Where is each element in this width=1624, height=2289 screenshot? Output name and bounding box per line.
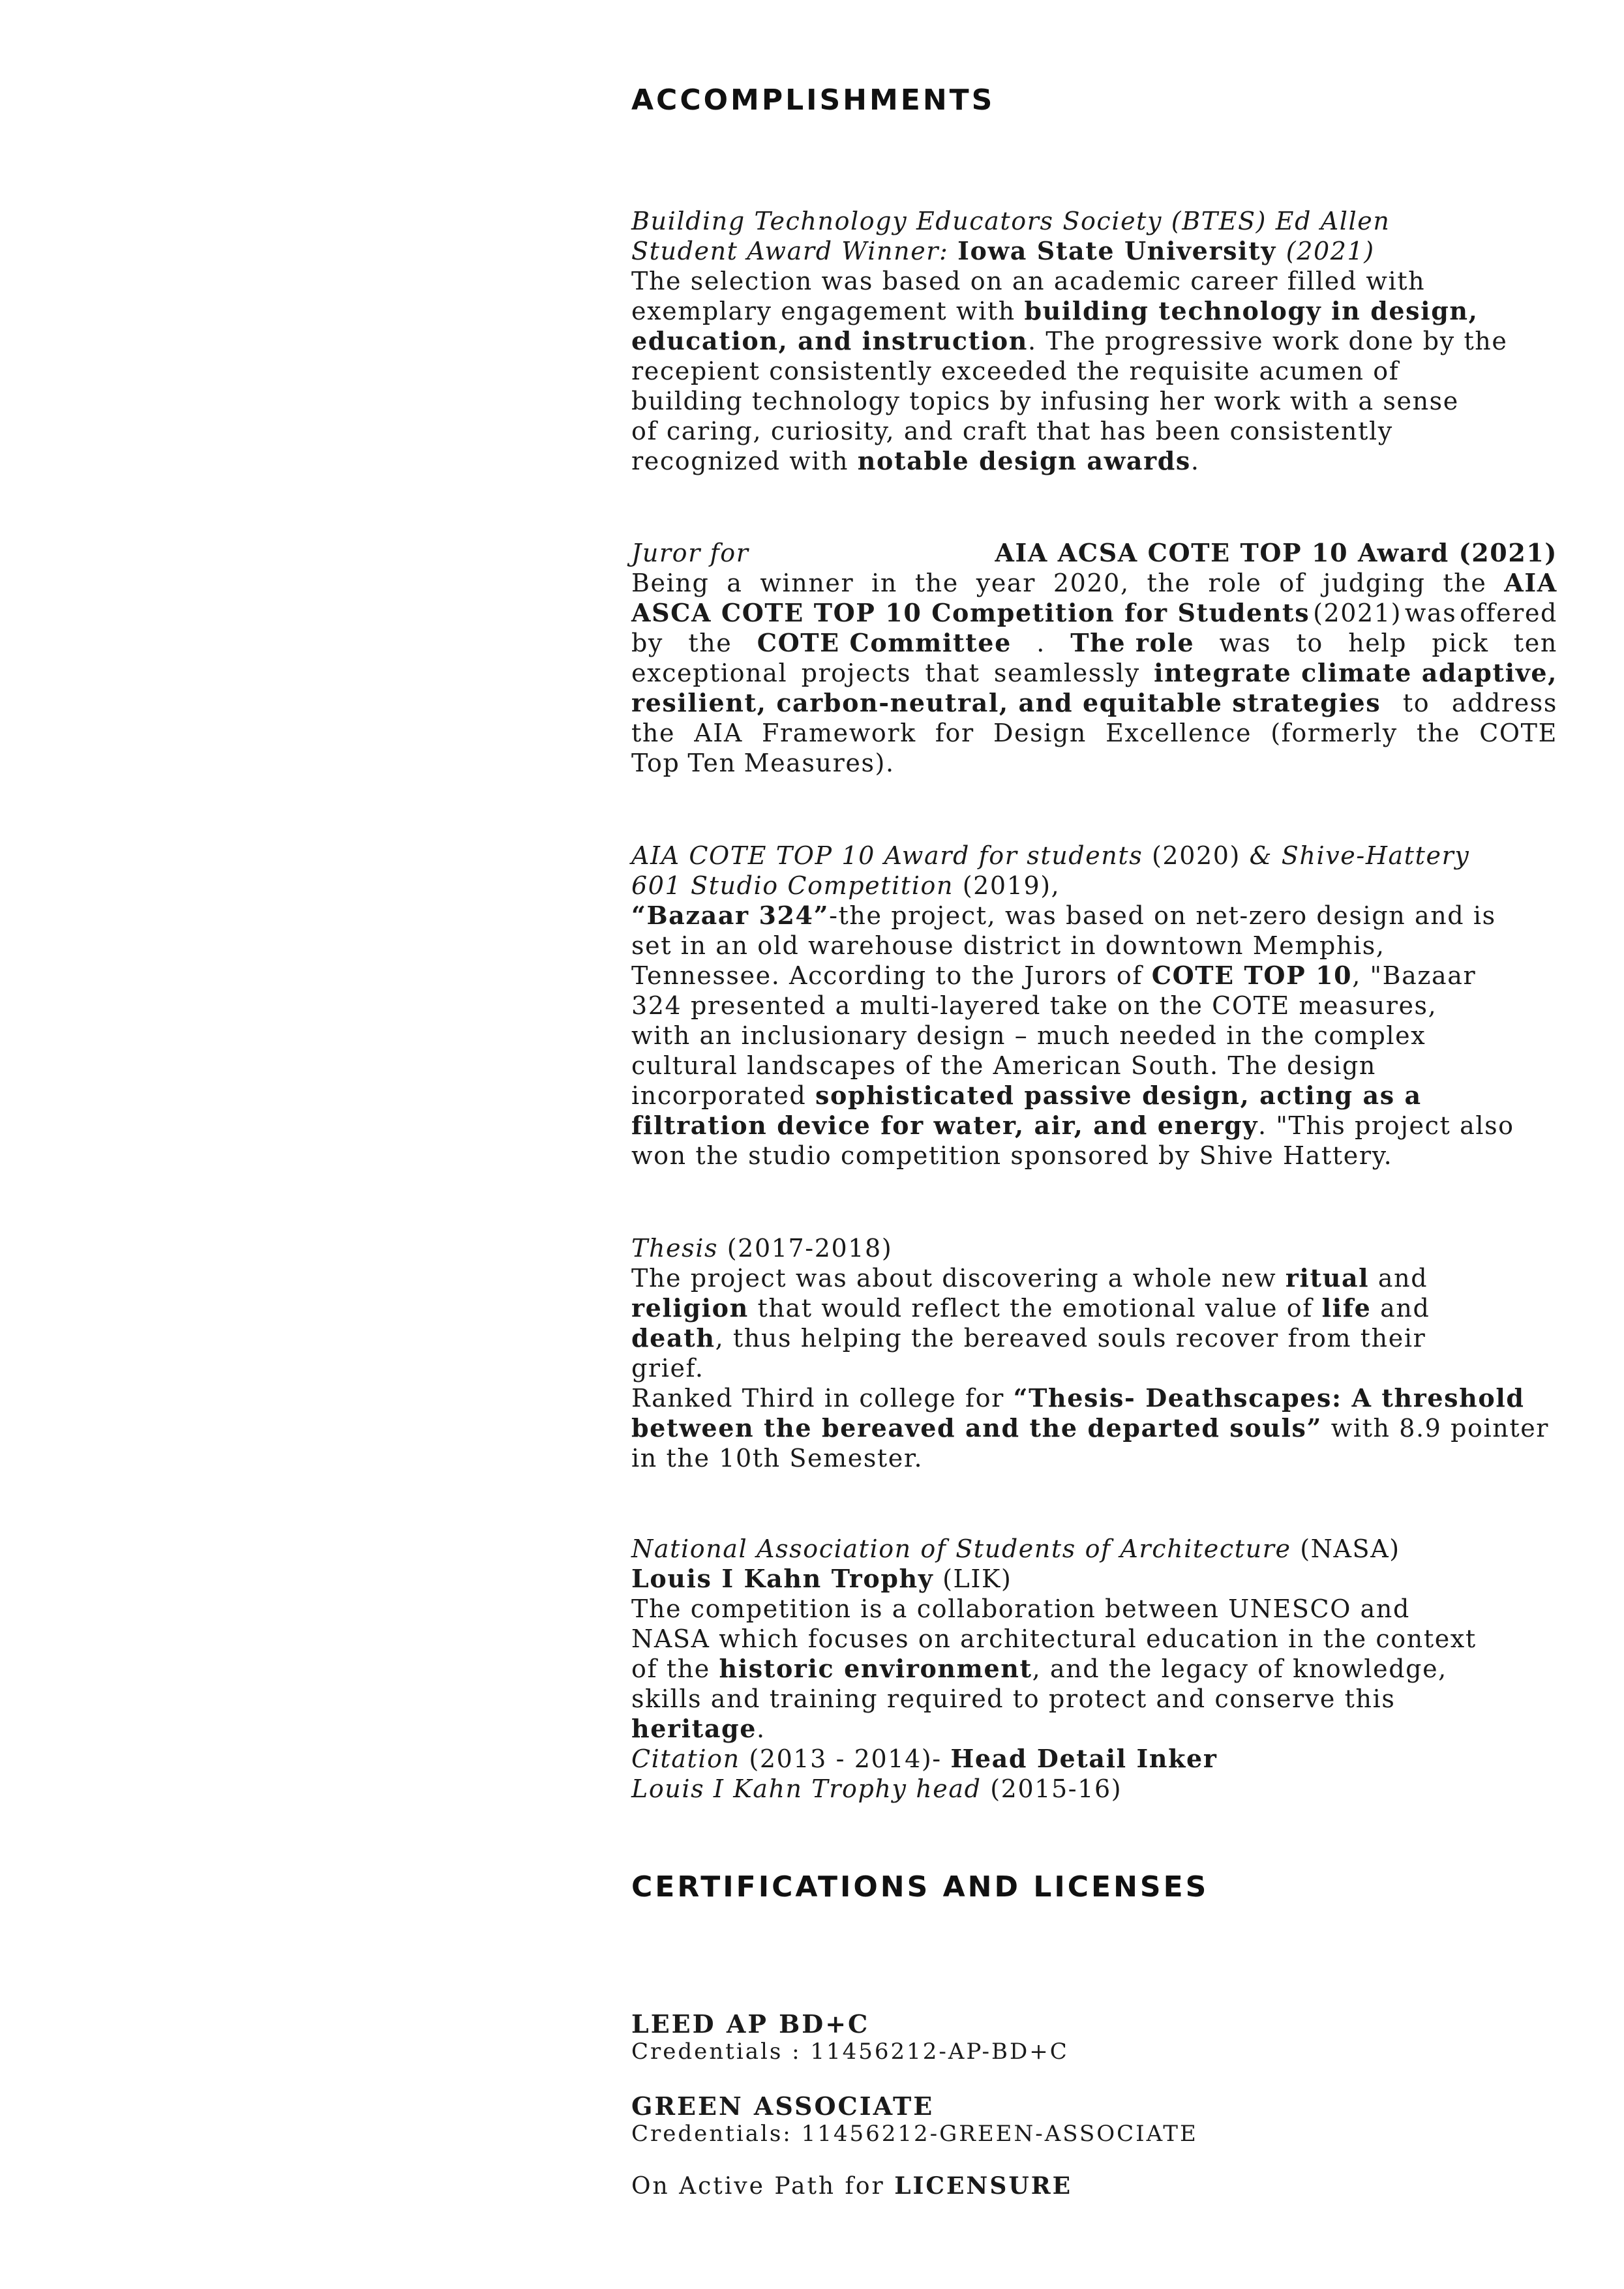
text-run: incorporated bbox=[631, 1081, 815, 1110]
entry-line bbox=[631, 1774, 1557, 1804]
text-run: of bbox=[1279, 569, 1306, 597]
cert-leed-ap bbox=[631, 2010, 1069, 2065]
text-run: . bbox=[756, 1714, 766, 1743]
accomplishment-thesis bbox=[631, 1233, 1557, 1473]
text-run: Excellence bbox=[1105, 719, 1252, 747]
text-run: the bbox=[631, 719, 676, 747]
text-run: was bbox=[1404, 599, 1457, 627]
text-run: year bbox=[976, 569, 1036, 597]
text-run: . The progressive work done by the bbox=[1027, 327, 1508, 355]
entry-line bbox=[631, 961, 1557, 991]
text-run: (NASA) bbox=[1291, 1534, 1400, 1563]
text-run: Framework bbox=[762, 719, 916, 747]
entry-line bbox=[631, 871, 1557, 901]
text-run: set in an old warehouse district in downtown Memphis, bbox=[631, 931, 1385, 960]
text-run: the bbox=[914, 569, 959, 597]
cert-credential: Credentials : 11456212-AP-BD+C bbox=[631, 2039, 1069, 2065]
text-run: NASA which focuses on architectural education in the context bbox=[631, 1624, 1477, 1653]
accomplishment-nasa-lik bbox=[631, 1534, 1557, 1804]
licensure-line bbox=[631, 2172, 1072, 2201]
text-run: cultural landscapes of the American South. The design bbox=[631, 1051, 1376, 1080]
text-run: that would reflect the emotional value of bbox=[748, 1294, 1322, 1323]
bold-run: integrate climate adaptive, bbox=[1154, 658, 1557, 687]
italic-run: (2021) bbox=[1286, 237, 1375, 265]
entry-line bbox=[631, 416, 1557, 446]
licensure-prefix: On Active Path for bbox=[631, 2173, 895, 2200]
bold-run: ASCA COTE TOP 10 Competition for Students bbox=[631, 598, 1310, 627]
italic-run: Louis I Kahn Trophy head bbox=[631, 1774, 982, 1803]
entry-line bbox=[631, 841, 1557, 871]
bold-run: “Thesis- Deathscapes: A threshold bbox=[1013, 1383, 1525, 1413]
cert-title: GREEN ASSOCIATE bbox=[631, 2091, 935, 2121]
entry-line bbox=[631, 446, 1557, 476]
text-run: that bbox=[925, 659, 980, 687]
bold-run: historic environment bbox=[719, 1654, 1032, 1683]
italic-run: 601 Studio Competition bbox=[631, 871, 954, 900]
entry-line bbox=[631, 356, 1557, 386]
bold-run: AIA bbox=[1504, 568, 1557, 597]
bold-run: ritual bbox=[1285, 1263, 1370, 1293]
text-run: , "Bazaar bbox=[1352, 961, 1477, 990]
accomplishment-bazaar-324 bbox=[631, 841, 1557, 1171]
text-run: (formerly bbox=[1271, 719, 1398, 747]
cert-green-associate bbox=[631, 2092, 1198, 2147]
text-run: Tennessee. According to the Jurors of bbox=[631, 961, 1152, 990]
bold-run: COTE TOP 10 bbox=[1151, 961, 1353, 990]
bold-run: The role bbox=[1070, 628, 1195, 657]
entry-line bbox=[631, 748, 1557, 778]
cert-credential: Credentials: 11456212-GREEN-ASSOCIATE bbox=[631, 2121, 1198, 2147]
entry-line bbox=[631, 296, 1557, 326]
entry-line bbox=[631, 931, 1557, 961]
italic-run: Student Award Winner: bbox=[631, 237, 958, 265]
text-run: exceptional bbox=[631, 659, 788, 687]
entry-line bbox=[631, 1263, 1557, 1293]
bold-run: heritage bbox=[631, 1714, 757, 1743]
entry-line bbox=[631, 1293, 1557, 1323]
bold-run: between the bereaved and the departed souls” bbox=[631, 1413, 1323, 1443]
bold-run: notable design awards bbox=[857, 446, 1191, 475]
text-run: address bbox=[1451, 689, 1557, 717]
entry-line bbox=[631, 1413, 1557, 1443]
entry-line bbox=[631, 1564, 1557, 1594]
text-run: to bbox=[1296, 629, 1323, 657]
entry-line bbox=[631, 538, 1557, 568]
entry-line bbox=[631, 1353, 1557, 1383]
text-run: Ten bbox=[687, 749, 736, 777]
licensure-emphasis: LICENSURE bbox=[894, 2172, 1073, 2200]
text-run: (2019), bbox=[954, 871, 1060, 900]
bold-run: “Bazaar 324” bbox=[631, 901, 830, 930]
bold-run: religion bbox=[631, 1293, 749, 1323]
entry-line bbox=[631, 1323, 1557, 1353]
entry-line bbox=[631, 386, 1557, 416]
entry-line bbox=[631, 1684, 1557, 1714]
italic-run: Citation bbox=[631, 1744, 740, 1773]
italic-run: Juror for bbox=[631, 539, 749, 567]
text-run: The project was about discovering a whole new bbox=[631, 1264, 1286, 1293]
text-run: . bbox=[1036, 629, 1045, 657]
text-run: . bbox=[1190, 447, 1200, 475]
entry-line bbox=[631, 206, 1557, 236]
text-run: (2017-2018) bbox=[718, 1234, 893, 1263]
text-run: in bbox=[871, 569, 897, 597]
text-run: the bbox=[1417, 719, 1461, 747]
text-run: The selection was based on an academic career filled with bbox=[631, 267, 1426, 295]
bold-run: life bbox=[1321, 1293, 1372, 1323]
text-run: winner bbox=[760, 569, 854, 597]
text-run: (LIK) bbox=[933, 1564, 1012, 1593]
text-run: recepient consistently exceeded the requisite acumen of bbox=[631, 357, 1400, 385]
accomplishment-cote-juror bbox=[631, 538, 1557, 778]
text-run: seamlessly bbox=[993, 659, 1140, 687]
text-run: by bbox=[631, 629, 663, 657]
entry-line bbox=[631, 1443, 1557, 1473]
certifications-heading: CERTIFICATIONS AND LICENSES bbox=[631, 1870, 1209, 1904]
text-run: pick bbox=[1432, 629, 1489, 657]
text-run: the bbox=[688, 629, 732, 657]
text-run: with 8.9 pointer bbox=[1322, 1414, 1550, 1443]
text-run: won the studio competition sponsored by Shive Hattery. bbox=[631, 1141, 1393, 1170]
text-run: in the 10th Semester. bbox=[631, 1444, 924, 1473]
text-run: COTE bbox=[1479, 719, 1557, 747]
entry-line bbox=[631, 266, 1557, 296]
entry-line bbox=[631, 1624, 1557, 1654]
text-run: . "This project also bbox=[1258, 1111, 1514, 1140]
bold-run: building technology in design, bbox=[1024, 296, 1479, 325]
text-run: -the project, was based on net-zero design and is bbox=[829, 901, 1496, 930]
text-run: Ranked Third in college for bbox=[631, 1384, 1014, 1413]
bold-run: Head Detail Inker bbox=[950, 1744, 1218, 1773]
text-run: AIA bbox=[694, 719, 743, 747]
bold-run: education, and instruction bbox=[631, 326, 1028, 355]
text-run: Measures). bbox=[744, 749, 895, 777]
cert-title: LEED AP BD+C bbox=[631, 2009, 870, 2039]
entry-line bbox=[631, 568, 1557, 598]
text-run: Being bbox=[631, 569, 710, 597]
entry-line bbox=[631, 688, 1557, 718]
bold-run: sophisticated passive design, acting as a bbox=[815, 1081, 1422, 1110]
entry-line bbox=[631, 1594, 1557, 1624]
entry-line bbox=[631, 1654, 1557, 1684]
text-run: (2021) bbox=[1313, 599, 1402, 627]
entry-line bbox=[631, 1111, 1557, 1141]
entry-line bbox=[631, 1714, 1557, 1744]
text-run: the bbox=[1147, 569, 1191, 597]
text-run: to bbox=[1402, 689, 1430, 717]
text-run: exemplary engagement with bbox=[631, 297, 1025, 325]
text-run: for bbox=[935, 719, 974, 747]
italic-run: Thesis bbox=[631, 1234, 719, 1263]
text-run: (2013 - 2014)- bbox=[740, 1744, 951, 1773]
entry-line bbox=[631, 1383, 1557, 1413]
text-run: Design bbox=[993, 719, 1087, 747]
italic-run: AIA COTE TOP 10 Award for students bbox=[631, 841, 1143, 870]
text-run: ten bbox=[1513, 629, 1557, 657]
accomplishment-btes-award bbox=[631, 206, 1557, 476]
entry-line bbox=[631, 1081, 1557, 1111]
text-run: judging bbox=[1323, 569, 1426, 597]
entry-line bbox=[631, 1141, 1557, 1171]
text-run: with an inclusionary design – much needed in the complex bbox=[631, 1021, 1426, 1050]
entry-line bbox=[631, 236, 1557, 266]
bold-run: Iowa State University bbox=[957, 236, 1286, 265]
text-run: the bbox=[1443, 569, 1487, 597]
entry-line bbox=[631, 991, 1557, 1021]
entry-line bbox=[631, 1051, 1557, 1081]
entry-line bbox=[631, 628, 1557, 658]
italic-run: National Association of Students of Architecture bbox=[631, 1534, 1291, 1563]
bold-run: AIA ACSA COTE TOP 10 Award (2021) bbox=[995, 538, 1557, 567]
text-run: and bbox=[1369, 1264, 1428, 1293]
text-run: , thus helping the bereaved souls recover from their bbox=[715, 1324, 1426, 1353]
text-run: (2020) bbox=[1143, 841, 1250, 870]
text-run: recognized with bbox=[631, 447, 858, 475]
text-run: and bbox=[1371, 1294, 1430, 1323]
text-run: , and the legacy of knowledge, bbox=[1032, 1654, 1447, 1683]
text-run: building technology topics by infusing her work with a sense bbox=[631, 387, 1459, 415]
text-run: of the bbox=[631, 1654, 719, 1683]
entry-line bbox=[631, 718, 1557, 748]
entry-line bbox=[631, 1744, 1557, 1774]
entry-line bbox=[631, 326, 1557, 356]
italic-run: Building Technology Educators Society (BTES) Ed Allen bbox=[631, 207, 1391, 235]
entry-line bbox=[631, 598, 1557, 628]
bold-run: death bbox=[631, 1323, 715, 1353]
text-run: skills and training required to protect and conserve this bbox=[631, 1684, 1396, 1713]
text-run: a bbox=[727, 569, 743, 597]
text-run: role bbox=[1208, 569, 1262, 597]
text-run: The competition is a collaboration between UNESCO and bbox=[631, 1594, 1410, 1623]
text-run: projects bbox=[801, 659, 912, 687]
text-run: offered bbox=[1460, 599, 1557, 627]
entry-line bbox=[631, 1534, 1557, 1564]
bold-run: COTE Committee bbox=[757, 628, 1012, 657]
text-run: was bbox=[1219, 629, 1272, 657]
bold-run: Louis I Kahn Trophy bbox=[631, 1564, 934, 1593]
entry-line bbox=[631, 658, 1557, 688]
entry-line bbox=[631, 1021, 1557, 1051]
bold-run: filtration device for water, air, and energy bbox=[631, 1111, 1259, 1140]
accomplishments-heading: ACCOMPLISHMENTS bbox=[631, 83, 995, 117]
text-run: 2020, bbox=[1053, 569, 1130, 597]
italic-run: & Shive-Hattery bbox=[1249, 841, 1470, 870]
text-run: (2015-16) bbox=[981, 1774, 1122, 1803]
bold-run: resilient, carbon-neutral, and equitable strategies bbox=[631, 688, 1381, 717]
text-run: help bbox=[1348, 629, 1407, 657]
text-run: Top bbox=[631, 749, 680, 777]
entry-line bbox=[631, 1233, 1557, 1263]
text-run: of caring, curiosity, and craft that has been consistently bbox=[631, 417, 1393, 445]
text-run: grief. bbox=[631, 1354, 704, 1383]
text-run: 324 presented a multi-layered take on the COTE measures, bbox=[631, 991, 1437, 1020]
entry-line bbox=[631, 901, 1557, 931]
